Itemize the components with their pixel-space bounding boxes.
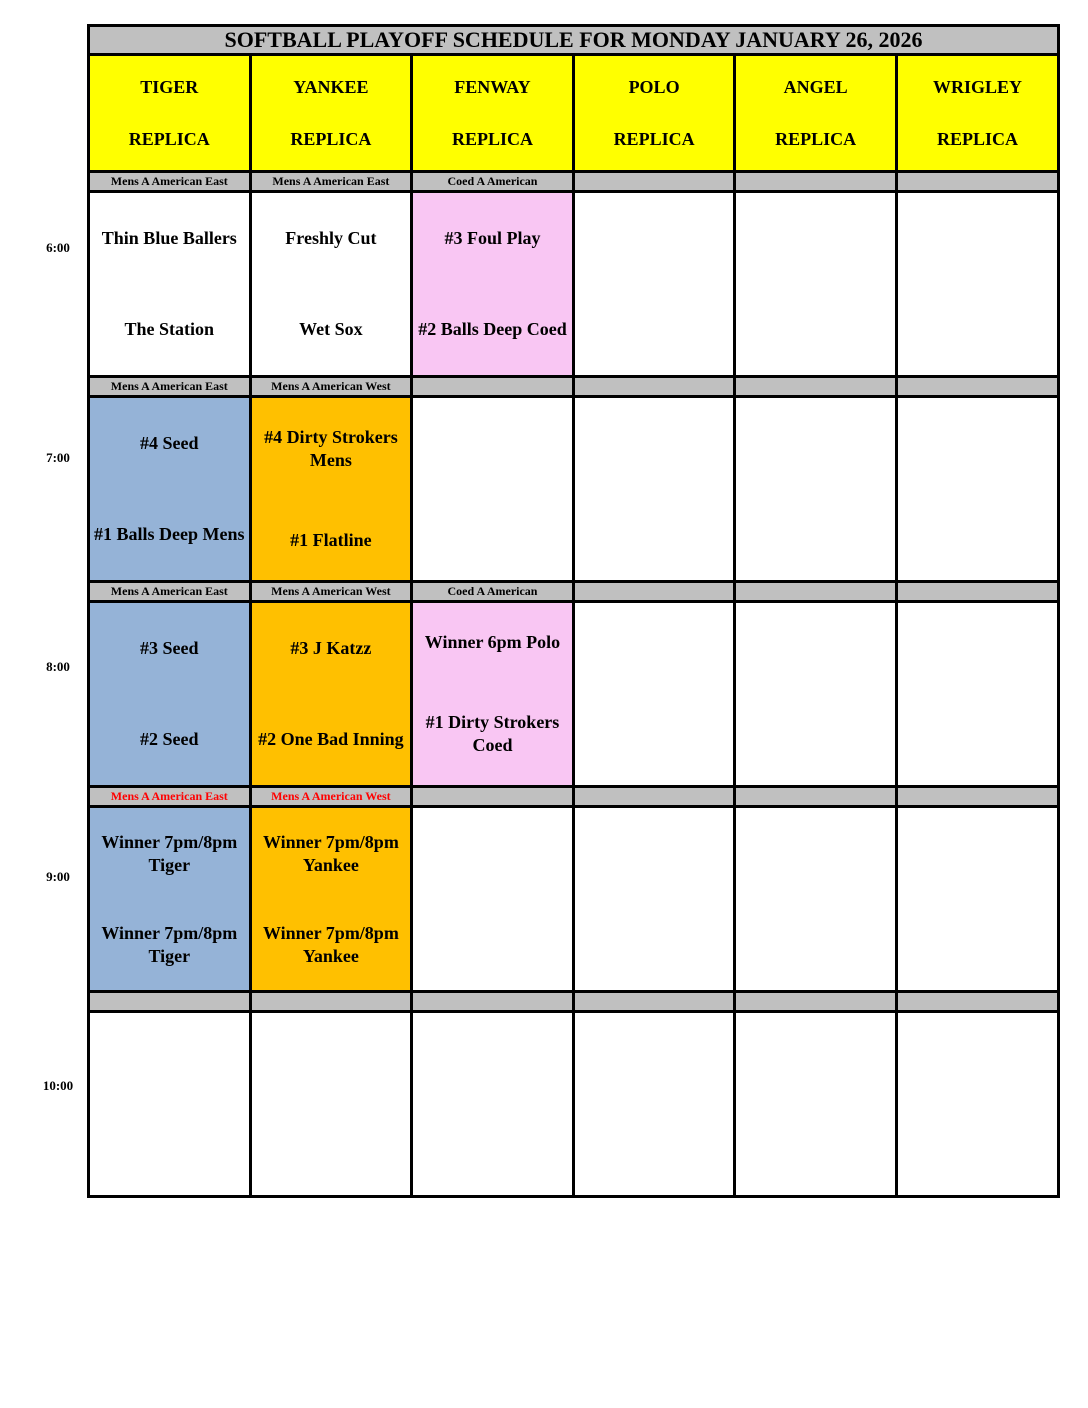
field-name: FENWAY <box>454 76 531 97</box>
schedule-table <box>87 24 1060 1198</box>
home-team: Freshly Cut <box>285 228 377 248</box>
field-sub: REPLICA <box>290 128 372 149</box>
field-sub: REPLICA <box>936 128 1018 149</box>
game-row-9pm <box>89 807 1059 992</box>
division-label <box>735 172 897 192</box>
game-cell <box>250 1012 412 1197</box>
game-cell <box>412 1012 574 1197</box>
game-cell <box>250 397 412 582</box>
field-sub: REPLICA <box>451 128 533 149</box>
division-row-6pm <box>89 172 1059 192</box>
division-row-8pm <box>89 582 1059 602</box>
time-label-9pm: 9:00 <box>46 869 70 884</box>
division-label: Mens A American East <box>89 787 251 807</box>
division-label: Mens A American West <box>250 377 412 397</box>
field-name: ANGEL <box>783 76 848 97</box>
division-row-9pm <box>89 787 1059 807</box>
field-header-angel <box>735 55 897 172</box>
division-label <box>896 377 1058 397</box>
home-team: #4 Dirty Strokers Mens <box>264 427 398 471</box>
game-cell <box>250 807 412 992</box>
game-cell <box>735 807 897 992</box>
home-team: #3 Foul Play <box>444 228 541 248</box>
game-cell <box>89 397 251 582</box>
home-team: #3 Seed <box>140 638 199 658</box>
field-name: TIGER <box>140 76 199 97</box>
field-header-wrigley <box>896 55 1058 172</box>
away-team: #1 Dirty Strokers Coed <box>425 711 560 755</box>
division-label <box>573 377 735 397</box>
division-label <box>89 992 251 1012</box>
time-label-10pm: 10:00 <box>42 1078 74 1093</box>
game-cell <box>573 1012 735 1197</box>
division-label: Coed A American <box>412 582 574 602</box>
home-team: Winner 7pm/8pm Tiger <box>101 831 238 875</box>
game-cell <box>573 192 735 377</box>
division-label: Coed A American <box>412 172 574 192</box>
home-team: Thin Blue Ballers <box>101 228 237 248</box>
division-row-7pm <box>89 377 1059 397</box>
time-label-8pm: 8:00 <box>46 659 70 674</box>
home-team: #3 J Katzz <box>290 638 372 658</box>
division-label <box>573 172 735 192</box>
division-label <box>896 172 1058 192</box>
division-label <box>735 582 897 602</box>
field-name: YANKEE <box>293 76 369 97</box>
game-row-8pm <box>89 602 1059 787</box>
away-team: The Station <box>124 319 215 339</box>
game-cell <box>735 397 897 582</box>
field-sub: REPLICA <box>613 128 695 149</box>
game-cell <box>412 192 574 377</box>
game-cell <box>896 807 1058 992</box>
division-label: Mens A American East <box>89 377 251 397</box>
game-cell <box>89 807 251 992</box>
division-label <box>573 992 735 1012</box>
field-header-polo <box>573 55 735 172</box>
division-label <box>412 377 574 397</box>
game-cell <box>250 602 412 787</box>
game-cell <box>89 1012 251 1197</box>
game-row-10pm <box>89 1012 1059 1197</box>
game-row-7pm <box>89 397 1059 582</box>
schedule-title: SOFTBALL PLAYOFF SCHEDULE FOR MONDAY JANUARY 26, 2026 <box>89 26 1059 55</box>
game-cell <box>735 1012 897 1197</box>
away-team: Winner 7pm/8pm Yankee <box>262 922 399 966</box>
division-label <box>735 377 897 397</box>
time-label-6pm: 6:00 <box>46 240 70 255</box>
game-cell <box>573 602 735 787</box>
away-team: Winner 7pm/8pm Tiger <box>101 922 238 966</box>
division-label <box>735 787 897 807</box>
game-cell <box>896 1012 1058 1197</box>
division-label <box>896 582 1058 602</box>
field-header-row <box>89 55 1059 172</box>
division-label <box>412 992 574 1012</box>
away-team: #2 Seed <box>140 729 199 749</box>
game-cell <box>896 397 1058 582</box>
field-name: WRIGLEY <box>932 76 1022 97</box>
home-team: #4 Seed <box>140 433 199 453</box>
game-cell <box>573 397 735 582</box>
game-cell <box>412 397 574 582</box>
away-team: #1 Flatline <box>290 529 372 550</box>
division-label <box>573 582 735 602</box>
game-row-6pm <box>89 192 1059 377</box>
division-label: Mens A American East <box>250 172 412 192</box>
division-label <box>412 787 574 807</box>
game-cell <box>412 602 574 787</box>
field-header-yankee <box>250 55 412 172</box>
division-row-10pm <box>89 992 1059 1012</box>
division-label: Mens A American West <box>250 787 412 807</box>
division-label <box>735 992 897 1012</box>
home-team: Winner 6pm Polo <box>424 632 561 653</box>
game-cell <box>89 192 251 377</box>
division-label <box>573 787 735 807</box>
game-cell <box>89 602 251 787</box>
game-cell <box>896 602 1058 787</box>
division-label: Mens A American East <box>89 172 251 192</box>
game-cell <box>412 807 574 992</box>
division-label <box>896 992 1058 1012</box>
division-label: Mens A American West <box>250 582 412 602</box>
away-team: #2 One Bad Inning <box>258 729 404 749</box>
away-team: #2 Balls Deep Coed <box>418 319 567 339</box>
division-label <box>250 992 412 1012</box>
away-team: Wet Sox <box>299 319 363 339</box>
division-label <box>896 787 1058 807</box>
field-header-tiger <box>89 55 251 172</box>
game-cell <box>896 192 1058 377</box>
field-header-fenway <box>412 55 574 172</box>
away-team: #1 Balls Deep Mens <box>94 524 245 544</box>
field-name: POLO <box>628 76 680 97</box>
field-sub: REPLICA <box>775 128 857 149</box>
game-cell <box>573 807 735 992</box>
game-cell <box>250 192 412 377</box>
division-label: Mens A American East <box>89 582 251 602</box>
game-cell <box>735 192 897 377</box>
home-team: Winner 7pm/8pm Yankee <box>262 831 399 875</box>
time-label-7pm: 7:00 <box>46 450 70 465</box>
game-cell <box>735 602 897 787</box>
title-row <box>89 26 1059 55</box>
field-sub: REPLICA <box>128 128 210 149</box>
